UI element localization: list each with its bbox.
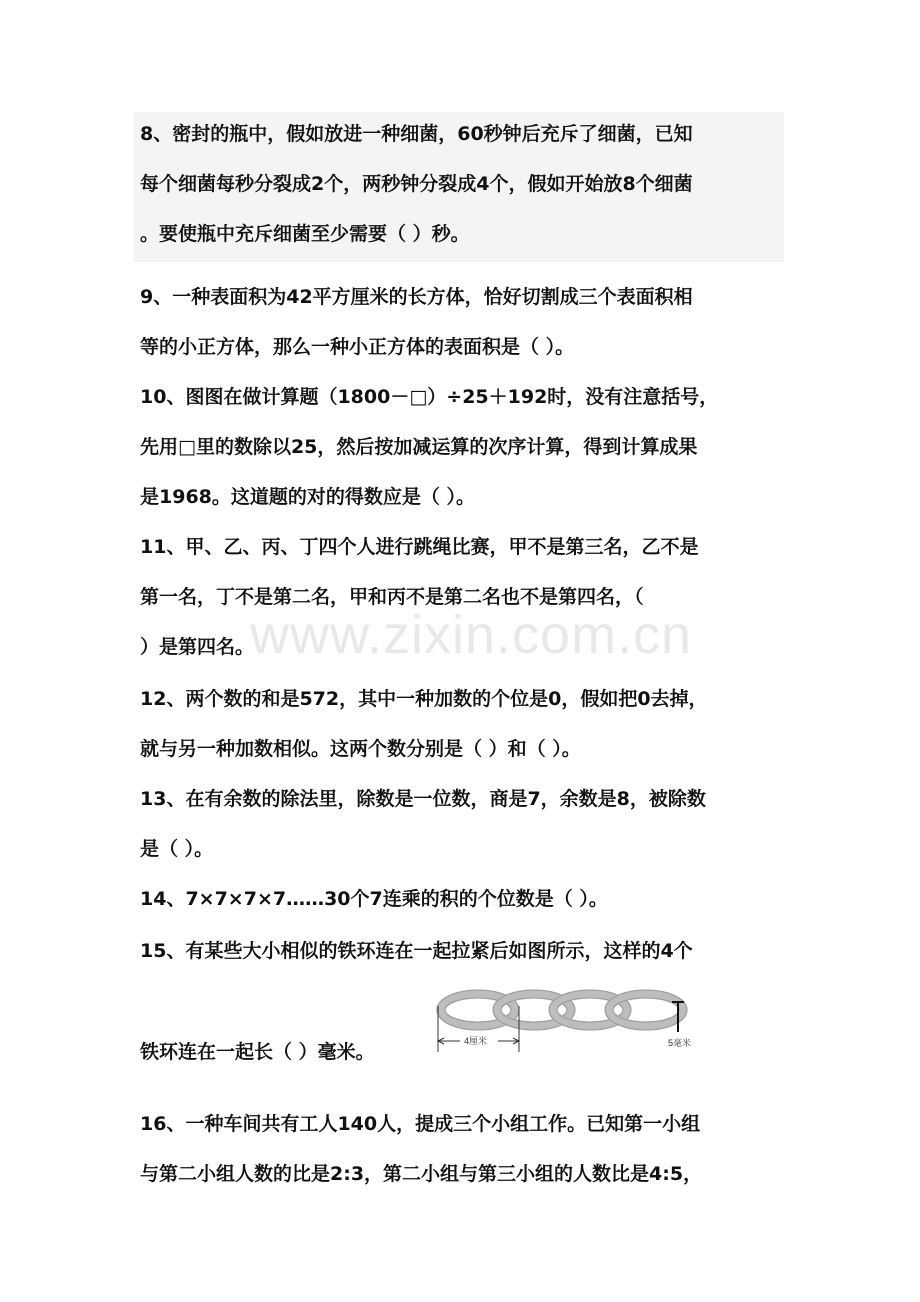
watermark: www.zixin.com.cn xyxy=(250,605,693,665)
question-10-line-1: 10、图图在做计算题（1800－□）÷25＋192时，没有注意括号， xyxy=(140,386,719,408)
question-16-line-2: 与第二小组人数的比是2:3，第二小组与第三小组的人数比是4:5， xyxy=(140,1163,703,1185)
question-9-line-2: 等的小正方体，那么一种小正方体的表面积是（ ）。 xyxy=(140,336,575,358)
question-8-line-1: 8、密封的瓶中，假如放进一种细菌，60秒钟后充斥了细菌，已知 xyxy=(140,123,693,145)
question-8-line-3: 。要使瓶中充斥细菌至少需要（ ）秒。 xyxy=(140,223,470,245)
question-11-line-1: 11、甲、乙、丙、丁四个人进行跳绳比赛，甲不是第三名，乙不是 xyxy=(140,536,699,558)
question-10-line-2: 先用□里的数除以25，然后按加减运算的次序计算，得到计算成果 xyxy=(140,436,698,458)
question-8-line-2: 每个细菌每秒分裂成2个，两秒钟分裂成4个，假如开始放8个细菌 xyxy=(140,173,693,195)
question-11-line-3: ）是第四名。 xyxy=(140,636,255,658)
question-13-line-1: 13、在有余数的除法里，除数是一位数，商是7，余数是8，被除数 xyxy=(140,788,706,810)
question-12-line-1: 12、两个数的和是572，其中一种加数的个位是0，假如把0去掉， xyxy=(140,688,708,710)
question-10-line-3: 是1968。这道题的对的得数应是（ ）。 xyxy=(140,486,475,508)
question-16-line-1: 16、一种车间共有工人140人，提成三个小组工作。已知第一小组 xyxy=(140,1113,701,1135)
iron-rings-figure xyxy=(436,988,706,1054)
question-9-line-1: 9、一种表面积为42平方厘米的长方体，恰好切割成三个表面积相 xyxy=(140,286,693,308)
question-12-line-2: 就与另一种加数相似。这两个数分别是（ ）和（ ）。 xyxy=(140,738,581,760)
question-11-line-2: 第一名，丁不是第二名，甲和丙不是第二名也不是第四名，（ xyxy=(140,586,644,608)
question-15-line-2: 铁环连在一起长（ ）毫米。 xyxy=(140,1041,375,1063)
width-dimension-label: 4厘米 xyxy=(464,1036,488,1046)
question-15-line-1: 15、有某些大小相似的铁环连在一起拉紧后如图所示，这样的4个 xyxy=(140,940,693,962)
question-14-line-1: 14、7×7×7×7……30个7连乘的积的个位数是（ ）。 xyxy=(140,888,608,910)
thickness-label: 5毫米 xyxy=(668,1038,692,1048)
iron-ring-4 xyxy=(605,990,687,1030)
question-13-line-2: 是（ ）。 xyxy=(140,838,214,860)
